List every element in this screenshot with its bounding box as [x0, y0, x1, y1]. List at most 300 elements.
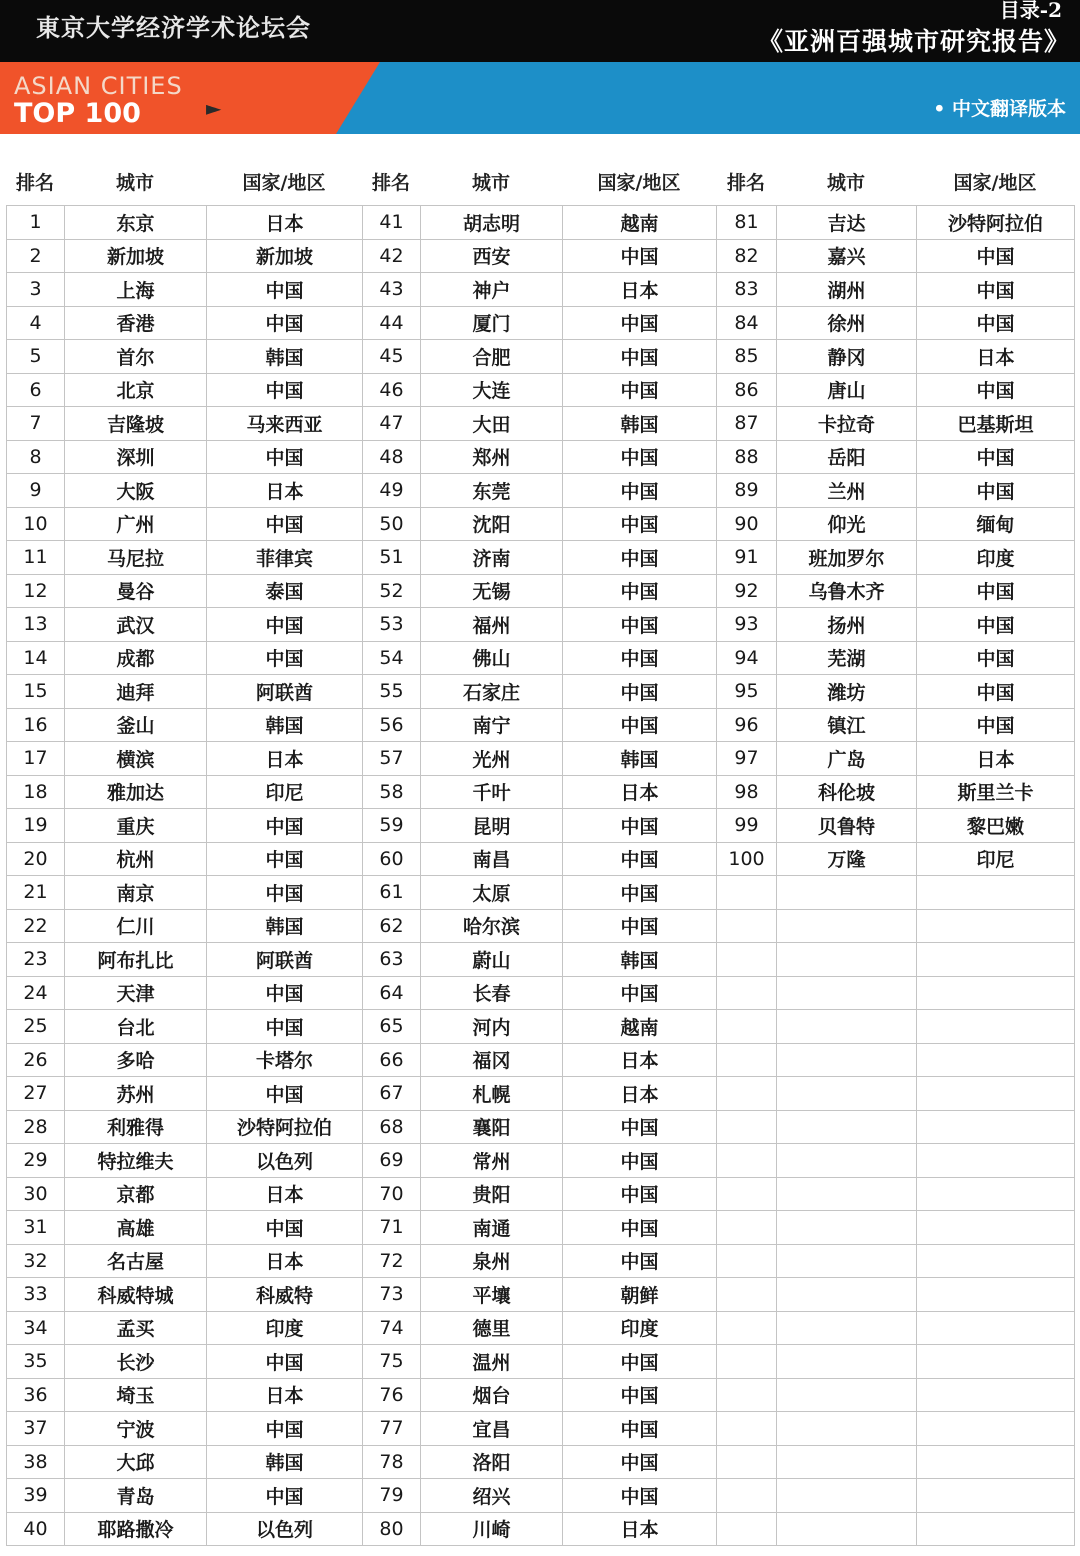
city-cell	[777, 1244, 917, 1278]
header-city: 城市	[471, 172, 510, 194]
rank-cell	[717, 1345, 777, 1379]
rank-cell: 65	[363, 1010, 421, 1044]
country-cell: 菲律宾	[207, 541, 363, 575]
country-cell: 中国	[207, 373, 363, 407]
city-cell: 科威特城	[65, 1278, 207, 1312]
city-cell: 大阪	[65, 474, 207, 508]
city-cell: 绍兴	[421, 1479, 563, 1513]
table-row	[7, 1512, 1075, 1546]
country-cell: 中国	[207, 976, 363, 1010]
country-cell: 日本	[563, 1043, 717, 1077]
rank-cell: 87	[717, 407, 777, 441]
country-cell: 中国	[563, 909, 717, 943]
city-cell: 京都	[65, 1177, 207, 1211]
city-cell: 大田	[421, 407, 563, 441]
country-cell	[917, 1177, 1075, 1211]
table-row	[7, 1445, 1075, 1479]
city-cell: 万隆	[777, 842, 917, 876]
rank-cell: 31	[7, 1211, 65, 1245]
city-cell	[777, 1378, 917, 1412]
city-cell: 烟台	[421, 1378, 563, 1412]
table-row	[7, 507, 1075, 541]
table-row	[7, 943, 1075, 977]
rank-cell: 79	[363, 1479, 421, 1513]
country-cell	[917, 1445, 1075, 1479]
rank-cell: 43	[363, 273, 421, 307]
city-cell: 科伦坡	[777, 775, 917, 809]
city-cell: 北京	[65, 373, 207, 407]
country-cell: 科威特	[207, 1278, 363, 1312]
rank-cell: 17	[7, 742, 65, 776]
ranking-table	[6, 205, 1075, 1546]
table-row	[7, 876, 1075, 910]
rank-cell: 64	[363, 976, 421, 1010]
country-cell: 中国	[917, 608, 1075, 642]
city-cell: 千叶	[421, 775, 563, 809]
rank-cell	[717, 943, 777, 977]
city-cell: 常州	[421, 1144, 563, 1178]
city-cell: 札幌	[421, 1077, 563, 1111]
country-cell: 越南	[563, 206, 717, 240]
rank-cell: 89	[717, 474, 777, 508]
table-row	[7, 1412, 1075, 1446]
rank-cell: 99	[717, 809, 777, 843]
country-cell: 中国	[563, 675, 717, 709]
table-row	[7, 306, 1075, 340]
rank-cell: 13	[7, 608, 65, 642]
table-row	[7, 407, 1075, 441]
city-cell: 贵阳	[421, 1177, 563, 1211]
city-cell: 南昌	[421, 842, 563, 876]
city-cell: 武汉	[65, 608, 207, 642]
country-cell	[917, 943, 1075, 977]
city-cell: 宜昌	[421, 1412, 563, 1446]
rank-cell	[717, 1445, 777, 1479]
rank-cell: 21	[7, 876, 65, 910]
country-cell: 韩国	[563, 407, 717, 441]
rank-cell: 24	[7, 976, 65, 1010]
city-cell	[777, 1144, 917, 1178]
country-cell: 中国	[207, 1077, 363, 1111]
rank-cell: 70	[363, 1177, 421, 1211]
country-cell: 阿联酋	[207, 943, 363, 977]
city-cell: 长春	[421, 976, 563, 1010]
rank-cell: 18	[7, 775, 65, 809]
country-cell	[917, 1144, 1075, 1178]
table-row	[7, 675, 1075, 709]
city-cell: 昆明	[421, 809, 563, 843]
city-cell: 贝鲁特	[777, 809, 917, 843]
city-cell: 郑州	[421, 440, 563, 474]
rank-cell: 93	[717, 608, 777, 642]
table-row	[7, 1177, 1075, 1211]
rank-cell: 78	[363, 1445, 421, 1479]
rank-cell	[717, 876, 777, 910]
rank-cell: 10	[7, 507, 65, 541]
rank-cell: 69	[363, 1144, 421, 1178]
country-cell: 缅甸	[917, 507, 1075, 541]
country-cell: 中国	[563, 507, 717, 541]
country-cell: 新加坡	[207, 239, 363, 273]
rank-cell: 4	[7, 306, 65, 340]
rank-cell: 80	[363, 1512, 421, 1546]
country-cell	[917, 1378, 1075, 1412]
rank-cell: 51	[363, 541, 421, 575]
country-cell	[917, 1110, 1075, 1144]
rank-cell: 28	[7, 1110, 65, 1144]
country-cell: 中国	[917, 373, 1075, 407]
country-cell: 日本	[207, 206, 363, 240]
rank-cell: 88	[717, 440, 777, 474]
city-cell: 福州	[421, 608, 563, 642]
country-cell: 印度	[917, 541, 1075, 575]
rank-cell: 3	[7, 273, 65, 307]
city-cell: 苏州	[65, 1077, 207, 1111]
country-cell: 中国	[917, 474, 1075, 508]
city-cell	[777, 1077, 917, 1111]
city-cell: 南通	[421, 1211, 563, 1245]
rank-cell: 9	[7, 474, 65, 508]
city-cell: 德里	[421, 1311, 563, 1345]
rank-cell: 59	[363, 809, 421, 843]
rank-cell	[717, 1211, 777, 1245]
table-row	[7, 1479, 1075, 1513]
rank-cell: 49	[363, 474, 421, 508]
column-headers	[6, 168, 1074, 196]
city-cell: 合肥	[421, 340, 563, 374]
city-cell: 吉隆坡	[65, 407, 207, 441]
city-cell: 特拉维夫	[65, 1144, 207, 1178]
country-cell: 韩国	[563, 943, 717, 977]
city-cell: 岳阳	[777, 440, 917, 474]
rank-cell: 97	[717, 742, 777, 776]
rank-cell	[717, 1177, 777, 1211]
city-cell	[777, 1110, 917, 1144]
city-cell	[777, 1445, 917, 1479]
header-rank: 排名	[371, 172, 410, 194]
table-row	[7, 1144, 1075, 1178]
country-cell: 中国	[917, 675, 1075, 709]
country-cell	[917, 876, 1075, 910]
city-cell	[777, 1211, 917, 1245]
country-cell	[917, 976, 1075, 1010]
city-cell: 台北	[65, 1010, 207, 1044]
city-cell: 宁波	[65, 1412, 207, 1446]
country-cell: 以色列	[207, 1512, 363, 1546]
rank-cell: 63	[363, 943, 421, 977]
rank-cell: 53	[363, 608, 421, 642]
city-cell: 兰州	[777, 474, 917, 508]
city-cell: 班加罗尔	[777, 541, 917, 575]
city-cell: 无锡	[421, 574, 563, 608]
arrow-icon: ►	[206, 96, 222, 120]
city-cell	[777, 1512, 917, 1546]
table-row	[7, 273, 1075, 307]
rank-cell: 71	[363, 1211, 421, 1245]
rank-cell: 11	[7, 541, 65, 575]
city-cell: 静冈	[777, 340, 917, 374]
rank-cell: 12	[7, 574, 65, 608]
country-cell: 韩国	[207, 708, 363, 742]
country-cell: 中国	[563, 474, 717, 508]
country-cell: 中国	[563, 976, 717, 1010]
rank-cell: 39	[7, 1479, 65, 1513]
country-cell: 中国	[207, 306, 363, 340]
country-cell: 沙特阿拉伯	[917, 206, 1075, 240]
city-cell: 南京	[65, 876, 207, 910]
rank-cell: 1	[7, 206, 65, 240]
city-cell	[777, 1043, 917, 1077]
country-cell: 日本	[563, 1077, 717, 1111]
table-row	[7, 1077, 1075, 1111]
country-cell: 日本	[207, 1177, 363, 1211]
country-cell: 中国	[207, 608, 363, 642]
country-cell: 中国	[563, 1144, 717, 1178]
rank-cell: 34	[7, 1311, 65, 1345]
rank-cell: 48	[363, 440, 421, 474]
rank-cell: 82	[717, 239, 777, 273]
country-cell: 日本	[563, 1512, 717, 1546]
rank-cell	[717, 1010, 777, 1044]
country-cell	[917, 1412, 1075, 1446]
report-title: 《亚洲百强城市研究报告》	[757, 27, 1070, 56]
rank-cell	[717, 1412, 777, 1446]
city-cell: 襄阳	[421, 1110, 563, 1144]
city-cell: 洛阳	[421, 1445, 563, 1479]
rank-cell: 83	[717, 273, 777, 307]
country-cell: 中国	[207, 1479, 363, 1513]
rank-cell	[717, 1512, 777, 1546]
city-cell: 迪拜	[65, 675, 207, 709]
country-cell: 中国	[563, 1345, 717, 1379]
country-cell: 中国	[917, 239, 1075, 273]
city-cell: 釜山	[65, 708, 207, 742]
country-cell: 中国	[207, 1010, 363, 1044]
table-row	[7, 239, 1075, 273]
rank-cell: 14	[7, 641, 65, 675]
city-cell: 蔚山	[421, 943, 563, 977]
country-cell: 中国	[207, 440, 363, 474]
country-cell: 中国	[563, 1479, 717, 1513]
city-cell	[777, 976, 917, 1010]
city-cell: 名古屋	[65, 1244, 207, 1278]
country-cell: 中国	[563, 1177, 717, 1211]
country-cell: 中国	[563, 306, 717, 340]
rank-cell: 62	[363, 909, 421, 943]
country-cell: 日本	[563, 775, 717, 809]
rank-cell: 50	[363, 507, 421, 541]
country-cell: 中国	[563, 373, 717, 407]
city-cell: 哈尔滨	[421, 909, 563, 943]
rank-cell: 32	[7, 1244, 65, 1278]
country-cell: 中国	[207, 641, 363, 675]
banner-title-line2: TOP 100	[14, 98, 141, 129]
city-cell: 重庆	[65, 809, 207, 843]
country-cell	[917, 1311, 1075, 1345]
table-row	[7, 842, 1075, 876]
table-row	[7, 1211, 1075, 1245]
country-cell: 中国	[563, 1244, 717, 1278]
country-cell: 印度	[563, 1311, 717, 1345]
city-cell: 神户	[421, 273, 563, 307]
city-cell: 东莞	[421, 474, 563, 508]
rank-cell: 74	[363, 1311, 421, 1345]
city-cell: 雅加达	[65, 775, 207, 809]
city-cell: 仁川	[65, 909, 207, 943]
rank-cell: 35	[7, 1345, 65, 1379]
country-cell: 中国	[563, 842, 717, 876]
city-cell: 川崎	[421, 1512, 563, 1546]
rank-cell: 85	[717, 340, 777, 374]
country-cell: 巴基斯坦	[917, 407, 1075, 441]
rank-cell: 75	[363, 1345, 421, 1379]
rank-cell: 44	[363, 306, 421, 340]
country-cell: 中国	[563, 708, 717, 742]
country-cell: 中国	[563, 239, 717, 273]
city-cell: 佛山	[421, 641, 563, 675]
city-cell: 杭州	[65, 842, 207, 876]
city-cell: 耶路撒冷	[65, 1512, 207, 1546]
city-cell: 湖州	[777, 273, 917, 307]
rank-cell: 37	[7, 1412, 65, 1446]
country-cell: 中国	[563, 608, 717, 642]
country-cell	[917, 1345, 1075, 1379]
city-cell	[777, 1010, 917, 1044]
country-cell: 日本	[917, 340, 1075, 374]
country-cell: 越南	[563, 1010, 717, 1044]
rank-cell: 72	[363, 1244, 421, 1278]
table-row	[7, 1110, 1075, 1144]
country-cell: 中国	[563, 1211, 717, 1245]
rank-cell: 2	[7, 239, 65, 273]
rank-cell: 15	[7, 675, 65, 709]
city-cell: 嘉兴	[777, 239, 917, 273]
city-cell: 镇江	[777, 708, 917, 742]
country-cell: 以色列	[207, 1144, 363, 1178]
city-cell: 吉达	[777, 206, 917, 240]
country-cell: 中国	[917, 273, 1075, 307]
city-cell: 沈阳	[421, 507, 563, 541]
rank-cell: 26	[7, 1043, 65, 1077]
toc-label: 目录-2	[999, 0, 1062, 22]
country-cell: 中国	[207, 1345, 363, 1379]
table-row	[7, 541, 1075, 575]
city-cell: 马尼拉	[65, 541, 207, 575]
rank-cell	[717, 1378, 777, 1412]
country-cell: 中国	[207, 507, 363, 541]
city-cell	[777, 876, 917, 910]
city-cell	[777, 909, 917, 943]
rank-cell: 58	[363, 775, 421, 809]
country-cell: 中国	[563, 641, 717, 675]
header-rank: 排名	[15, 172, 54, 194]
city-cell: 青岛	[65, 1479, 207, 1513]
city-cell: 胡志明	[421, 206, 563, 240]
city-cell: 平壤	[421, 1278, 563, 1312]
table-row	[7, 1278, 1075, 1312]
table-row	[7, 206, 1075, 240]
city-cell: 天津	[65, 976, 207, 1010]
rank-cell: 46	[363, 373, 421, 407]
country-cell: 中国	[917, 306, 1075, 340]
country-cell: 中国	[207, 842, 363, 876]
table-row	[7, 340, 1075, 374]
country-cell	[917, 1043, 1075, 1077]
city-cell: 香港	[65, 306, 207, 340]
table-row	[7, 775, 1075, 809]
rank-cell: 45	[363, 340, 421, 374]
city-cell	[777, 1278, 917, 1312]
country-cell: 日本	[207, 1244, 363, 1278]
rank-cell: 54	[363, 641, 421, 675]
city-cell	[777, 943, 917, 977]
country-cell	[917, 909, 1075, 943]
rank-cell: 19	[7, 809, 65, 843]
header-rank: 排名	[726, 172, 765, 194]
country-cell: 中国	[563, 1110, 717, 1144]
header-city: 城市	[115, 172, 154, 194]
country-cell: 泰国	[207, 574, 363, 608]
rank-cell: 41	[363, 206, 421, 240]
city-cell: 徐州	[777, 306, 917, 340]
country-cell	[917, 1211, 1075, 1245]
country-cell: 日本	[207, 474, 363, 508]
country-cell: 韩国	[207, 340, 363, 374]
city-cell: 东京	[65, 206, 207, 240]
rank-cell	[717, 1043, 777, 1077]
rank-cell: 30	[7, 1177, 65, 1211]
city-cell: 光州	[421, 742, 563, 776]
country-cell: 朝鲜	[563, 1278, 717, 1312]
banner-title-line1: ASIAN CITIES	[14, 72, 183, 100]
rank-cell: 40	[7, 1512, 65, 1546]
rank-cell: 42	[363, 239, 421, 273]
rank-cell	[717, 1077, 777, 1111]
header-country: 国家/地区	[242, 172, 326, 194]
rank-cell: 61	[363, 876, 421, 910]
country-cell	[917, 1077, 1075, 1111]
city-cell: 大邱	[65, 1445, 207, 1479]
table-row	[7, 474, 1075, 508]
header-city: 城市	[826, 172, 865, 194]
city-cell: 深圳	[65, 440, 207, 474]
rank-cell: 5	[7, 340, 65, 374]
city-cell: 曼谷	[65, 574, 207, 608]
table-row	[7, 909, 1075, 943]
table-row	[7, 1345, 1075, 1379]
table-row	[7, 574, 1075, 608]
city-cell	[777, 1177, 917, 1211]
table-row	[7, 641, 1075, 675]
rank-cell: 84	[717, 306, 777, 340]
organization-name: 東京大学经济学术论坛会	[36, 13, 311, 42]
rank-cell	[717, 1311, 777, 1345]
rank-cell: 90	[717, 507, 777, 541]
city-cell: 上海	[65, 273, 207, 307]
city-cell: 唐山	[777, 373, 917, 407]
table-row	[7, 440, 1075, 474]
country-cell: 中国	[563, 440, 717, 474]
country-cell: 阿联酋	[207, 675, 363, 709]
country-cell: 中国	[207, 809, 363, 843]
city-cell: 河内	[421, 1010, 563, 1044]
table-row	[7, 1043, 1075, 1077]
rank-cell: 20	[7, 842, 65, 876]
rank-cell: 52	[363, 574, 421, 608]
city-cell: 卡拉奇	[777, 407, 917, 441]
city-cell: 埼玉	[65, 1378, 207, 1412]
country-cell: 中国	[917, 708, 1075, 742]
